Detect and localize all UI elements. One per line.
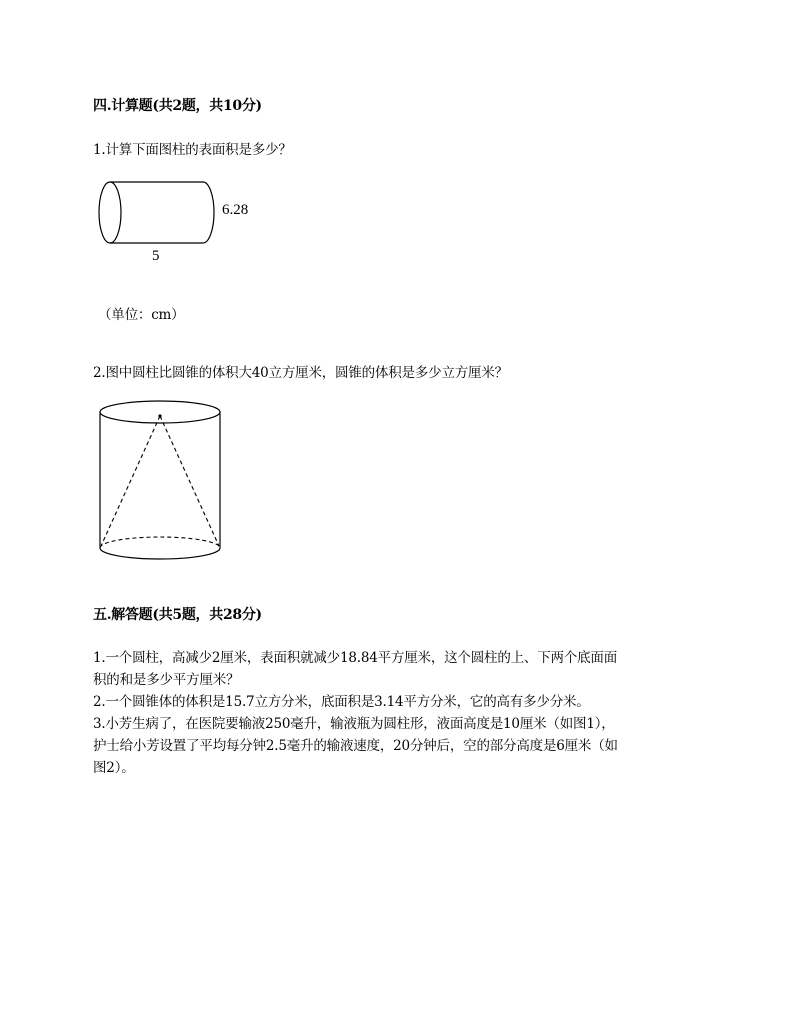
s5-q1-line-2: 积的和是多少平方厘米？ [93, 672, 240, 688]
section-4-heading: 四.计算题(共2题，共10分) [93, 98, 262, 114]
section-5-questions [93, 647, 618, 779]
s5-q3-line-2: 护士给小芳设置了平均每分钟2.5毫升的输液速度，20分钟后，空的部分高度是6厘米（如 [93, 738, 618, 754]
cylinder-length-label: 5 [152, 248, 160, 264]
cone-left-side [101, 416, 160, 546]
s5-q3-line-1: 3.小芳生病了，在医院要输液250毫升，输液瓶为圆柱形，液面高度是10厘米（如图1）， [93, 716, 615, 732]
s5-q1-line-1: 1.一个圆柱，高减少2厘米，表面积就减少18.84平方厘米，这个圆柱的上、下两个底面面 [93, 650, 618, 666]
s5-q3-line-3: 图2）。 [93, 760, 135, 776]
outer-cylinder-bottom-back-arc [100, 537, 220, 548]
cone-right-side [160, 416, 219, 546]
section-5-heading: 五.解答题(共5题，共28分) [93, 607, 262, 623]
outer-cylinder-top-ellipse [100, 401, 220, 423]
question-1-text: 1.计算下面图柱的表面积是多少？ [93, 142, 292, 158]
s5-q2-line-1: 2.一个圆锥体的体积是15.7立方分米，底面积是3.14平方分米，它的高有多少分米。 [93, 694, 590, 710]
outer-cylinder-bottom-front-arc [100, 548, 220, 559]
unit-note: （单位：cm） [98, 307, 185, 323]
question-2-text: 2.图中圆柱比圆锥的体积大40立方厘米，圆锥的体积是多少立方厘米？ [93, 365, 508, 381]
cylinder-height-label: 6.28 [222, 202, 249, 218]
